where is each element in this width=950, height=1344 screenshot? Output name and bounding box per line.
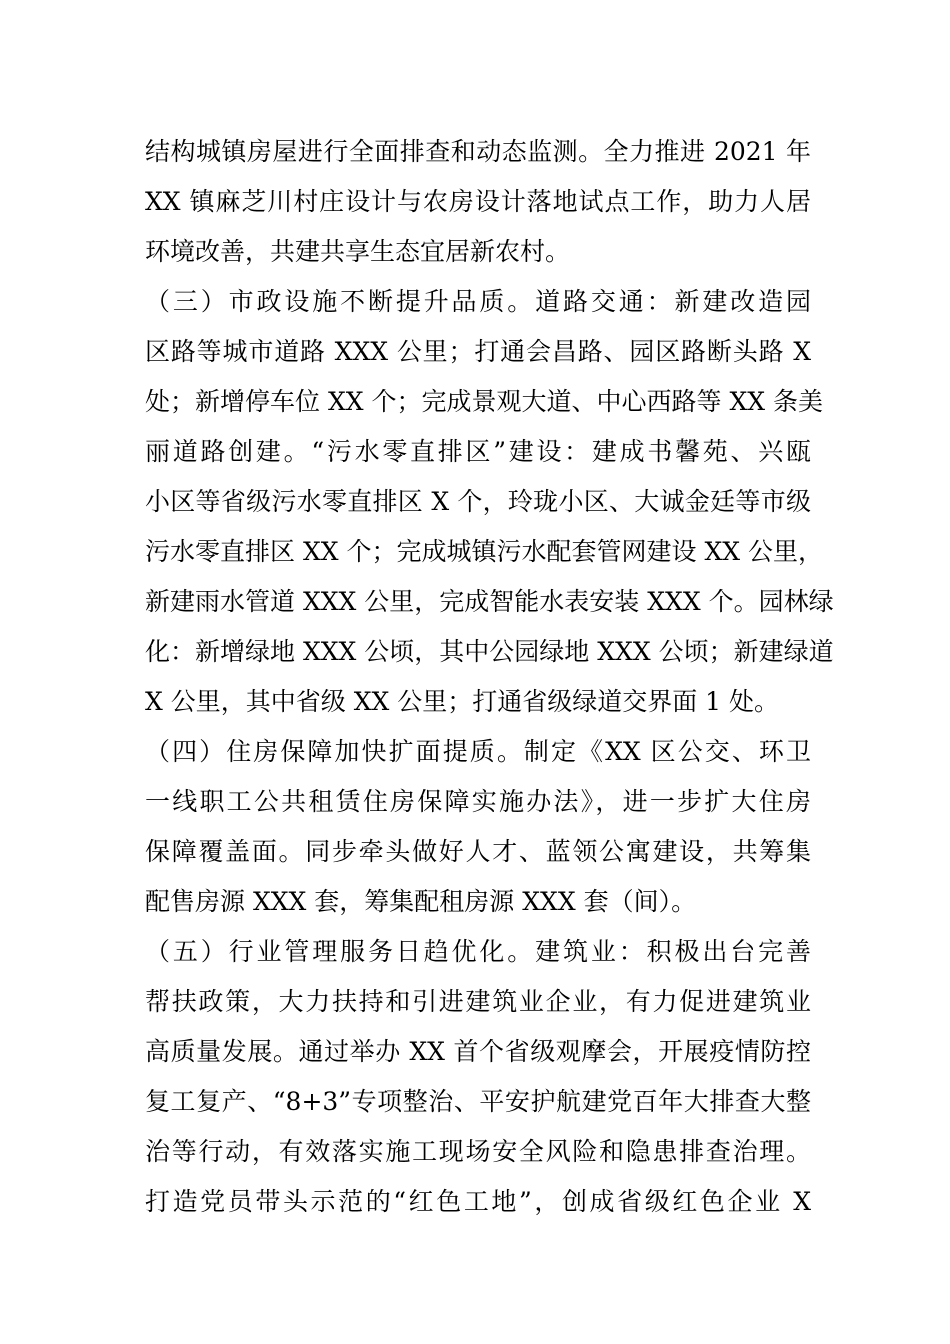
text-line: 区路等城市道路 XXX 公里；打通会昌路、园区路断头路 X [145,337,811,366]
text-line: 结构城镇房屋进行全面排查和动态监测。全力推进 2021 年 [145,137,811,166]
text-line: 一线职工公共租赁住房保障实施办法》，进一步扩大住房 [145,787,811,816]
text-line: 复工复产、“8+3”专项整治、平安护航建党百年大排查大整 [145,1087,811,1116]
text-line: 污水零直排区 XX 个；完成城镇污水配套管网建设 XX 公里， [145,537,823,566]
paragraph-2 [145,277,834,727]
text-line: 处；新增停车位 XX 个；完成景观大道、中心西路等 XX 条美 [145,387,823,416]
paragraph-1 [145,127,811,277]
text-line: X 公里，其中省级 XX 公里；打通省级绿道交界面 1 处。 [145,687,780,716]
text-line: 丽道路创建。“污水零直排区”建设：建成书馨苑、兴瓯 [145,437,811,466]
text-line: 帮扶政策，大力扶持和引进建筑业企业，有力促进建筑业 [145,987,811,1016]
text-line: （三）市政设施不断提升品质。道路交通：新建改造园 [145,287,811,316]
paragraph-3 [145,727,811,927]
text-line: 化：新增绿地 XXX 公顷，其中公园绿地 XXX 公顷；新建绿道 [145,637,834,666]
text-line: 保障覆盖面。同步牵头做好人才、蓝领公寓建设，共筹集 [145,837,811,866]
document-body [145,127,834,1227]
text-line: （五）行业管理服务日趋优化。建筑业：积极出台完善 [145,937,811,966]
text-line: 打造党员带头示范的“红色工地”，创成省级红色企业 X [145,1187,811,1216]
text-line: 高质量发展。通过举办 XX 首个省级观摩会，开展疫情防控 [145,1037,811,1066]
text-line: 配售房源 XXX 套，筹集配租房源 XXX 套（间）。 [145,887,697,916]
text-line: （四）住房保障加快扩面提质。制定《XX 区公交、环卫 [145,737,811,766]
text-line: 治等行动，有效落实施工现场安全风险和隐患排查治理。 [145,1137,811,1166]
paragraph-4 [145,927,811,1227]
text-line: XX 镇麻芝川村庄设计与农房设计落地试点工作，助力人居 [145,187,811,216]
text-line: 新建雨水管道 XXX 公里，完成智能水表安装 XXX 个。园林绿 [145,587,834,616]
text-line: 环境改善，共建共享生态宜居新农村。 [145,237,571,266]
text-line: 小区等省级污水零直排区 X 个，玲珑小区、大诚金廷等市级 [145,487,811,516]
